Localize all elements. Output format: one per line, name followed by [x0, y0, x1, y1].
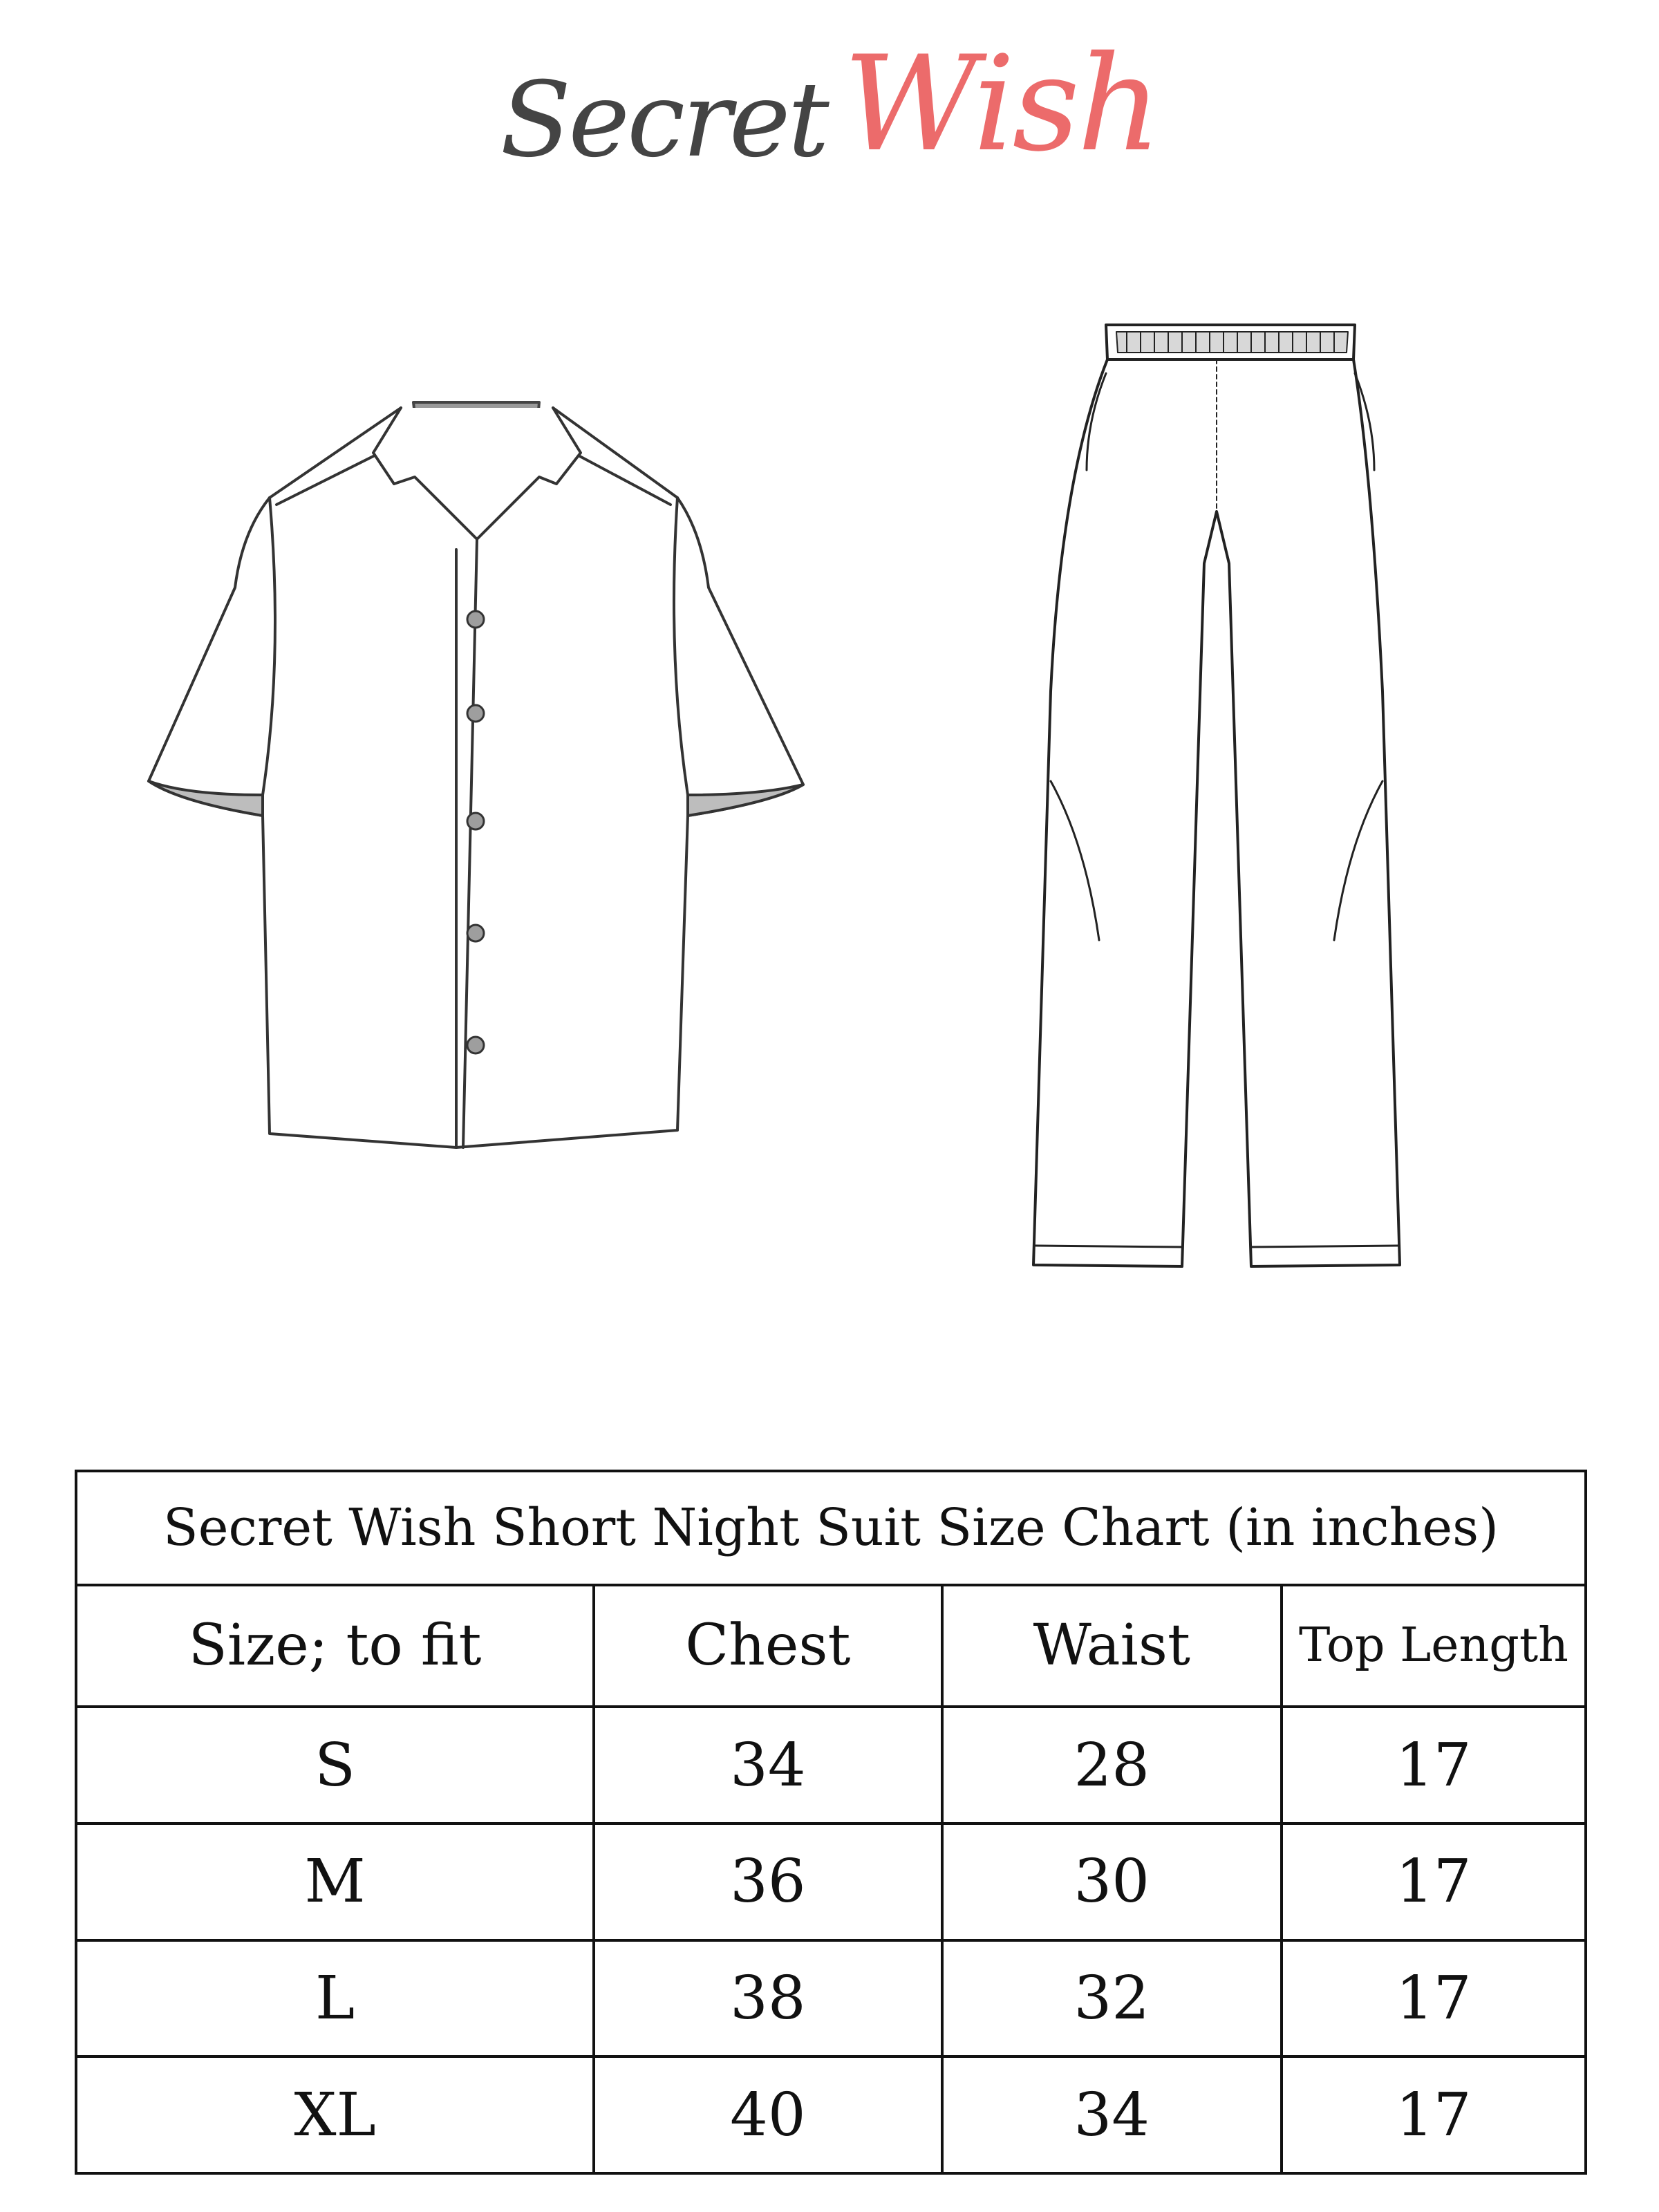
column-header-chest: Chest	[594, 1585, 942, 1707]
size-cell: L	[76, 1940, 594, 2057]
table-row	[76, 1940, 1586, 2057]
chest-cell: 34	[594, 1707, 942, 1824]
top-length-cell: 17	[1282, 1940, 1586, 2057]
logo-word-secret: Secret	[500, 60, 827, 180]
column-header-size: Size; to fit	[76, 1585, 594, 1707]
column-header-waist: Waist	[942, 1585, 1282, 1707]
logo-word-wish: Wish	[843, 28, 1159, 180]
top-length-cell: 17	[1282, 2056, 1586, 2173]
size-chart-title: Secret Wish Short Night Suit Size Chart (in inches)	[76, 1471, 1586, 1585]
top-length-cell: 17	[1282, 1707, 1586, 1824]
table-row	[76, 2056, 1586, 2173]
size-chart-table	[75, 1470, 1587, 2175]
pajama-pants-icon	[1023, 304, 1465, 1320]
chest-cell: 36	[594, 1824, 942, 1940]
waist-cell: 28	[942, 1707, 1282, 1824]
column-header-top-length: Top Length	[1282, 1585, 1586, 1707]
chest-cell: 38	[594, 1940, 942, 2057]
short-sleeve-shirt-icon	[138, 387, 843, 1196]
waist-cell: 32	[942, 1940, 1282, 2057]
table-row	[76, 1824, 1586, 1940]
size-cell: S	[76, 1707, 594, 1824]
size-cell: M	[76, 1824, 594, 1940]
brand-logo	[0, 28, 1659, 194]
waist-cell: 30	[942, 1824, 1282, 1940]
top-length-cell: 17	[1282, 1824, 1586, 1940]
size-chart-header	[76, 1585, 1586, 1707]
waist-cell: 34	[942, 2056, 1282, 2173]
table-row	[76, 1707, 1586, 1824]
chest-cell: 40	[594, 2056, 942, 2173]
size-cell: XL	[76, 2056, 594, 2173]
